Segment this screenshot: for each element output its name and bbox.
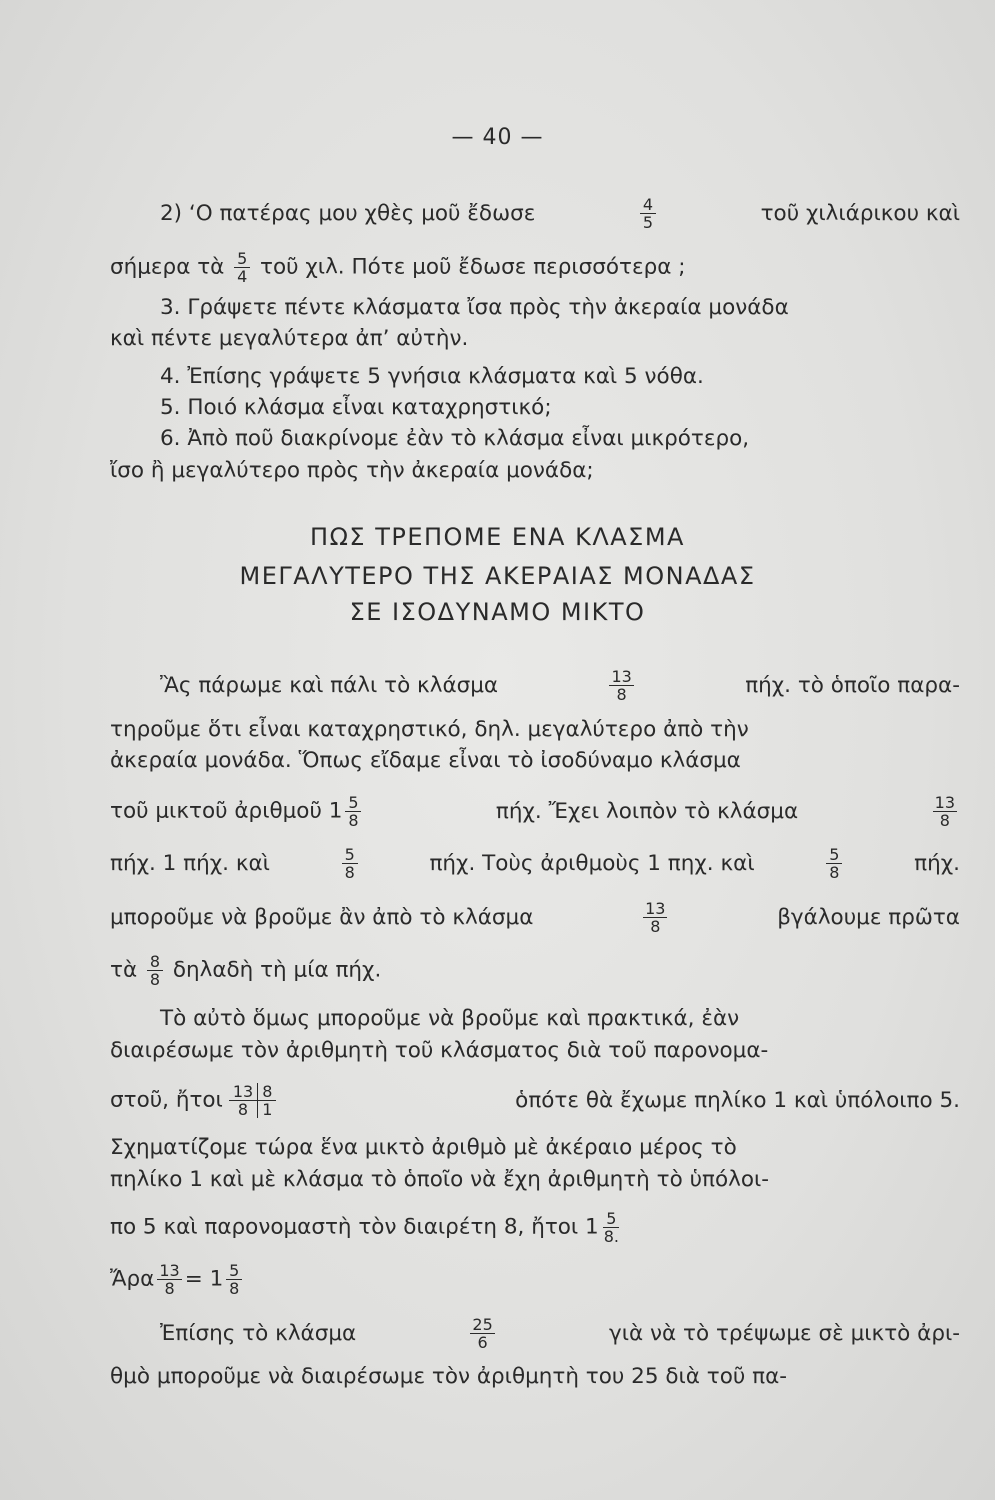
page-number: — 40 — <box>451 125 544 150</box>
text: 2) ‘Ο πατέρας μου χθὲς μοῦ ἔδωσε <box>160 200 536 226</box>
section-heading-line-2: ΜΕΓΑΛΥΤΕΡΟ ΤΗΣ ΑΚΕΡΑΙΑΣ ΜΟΝΑΔΑΣ <box>239 562 756 590</box>
paragraph-3-line-1 <box>160 1316 960 1351</box>
paragraph-2-line-2: διαιρέσωμε τὸν ἀριθμητὴ τοῦ κλάσματος διὰ τοῦ παρονομα- <box>110 1038 769 1063</box>
exercise-3-line-2: καὶ πέντε μεγαλύτερα ἀπ’ αὐτὴν. <box>110 326 469 351</box>
text: στοῦ, ἤτοι 13 8 8 1 <box>110 1083 282 1118</box>
exercise-4: 4. Ἐπίσης γράψετε 5 γνήσια κλάσματα καὶ 5 νόθα. <box>160 364 704 389</box>
paragraph-2-line-6 <box>110 1210 960 1245</box>
fraction-5-8: $\frac{5}{8}$ <box>342 846 358 881</box>
paragraph-2-line-1: Τὸ αὐτὸ ὅμως μποροῦμε νὰ βροῦμε καὶ πρακτικά, ἐὰν <box>160 1006 740 1031</box>
paragraph-2-line-4: Σχηματίζομε τώρα ἕνα μικτὸ ἀριθμὸ μὲ ἀκέραιο μέρος τὸ <box>110 1135 737 1160</box>
text: πήχ. 1 πήχ. καὶ <box>110 850 270 876</box>
text: τοῦ χιλ. Πότε μοῦ ἔδωσε περισσότερα ; <box>260 254 686 280</box>
text: Ἂς πάρωμε καὶ πάλι τὸ κλάσμα <box>160 672 499 698</box>
text: πήχ. Ἔχει λοιπὸν τὸ κλάσμα <box>495 798 799 824</box>
paragraph-1-line-1 <box>160 668 960 703</box>
text: γιὰ νὰ τὸ τρέψωμε σὲ μικτὸ ἀρι- <box>609 1320 960 1346</box>
text: σήμερα τὰ <box>110 254 225 280</box>
text: Ἄρα <box>110 1266 155 1292</box>
fraction-5-8: $\frac{5}{8}$ <box>345 794 361 829</box>
paragraph-1-line-7 <box>110 953 960 988</box>
text: πήχ. Τοὺς ἀριθμοὺς 1 πηχ. καὶ <box>429 850 755 876</box>
text: μποροῦμε νὰ βροῦμε ἂν ἀπὸ τὸ κλάσμα <box>110 904 534 930</box>
mixed-number-text: τοῦ μικτοῦ ἀριθμοῦ 1 $\frac{5}{8}$ <box>110 794 364 829</box>
text: βγάλουμε πρῶτα <box>777 904 960 930</box>
text: τὰ <box>110 957 138 983</box>
fraction-13-8: $\frac{13}{8}$ <box>611 667 632 704</box>
paragraph-2-line-5: πηλίκο 1 καὶ μὲ κλάσμα τὸ ὁποῖο νὰ ἔχη ἀριθμητὴ τὸ ὑπόλοι- <box>110 1167 770 1192</box>
exercise-5: 5. Ποιό κλάσμα εἶναι καταχρηστικό; <box>160 395 552 420</box>
paragraph-2-line-7 <box>110 1262 960 1297</box>
text: ὁπότε θὰ ἔχωμε πηλίκο 1 καὶ ὑπόλοιπο 5. <box>515 1087 960 1113</box>
text: πήχ. <box>914 850 960 876</box>
exercise-6-line-1: 6. Ἀπὸ ποῦ διακρίνομε ἐὰν τὸ κλάσμα εἶναι μικρότερο, <box>160 426 750 451</box>
exercise-6-line-2: ἴσο ἢ μεγαλύτερο πρὸς τὴν ἀκεραία μονάδα; <box>110 458 594 483</box>
fraction-5-8: $\frac{5}{8}$ <box>226 1262 242 1297</box>
paragraph-3-line-2: θμὸ μποροῦμε νὰ διαιρέσωμε τὸν ἀριθμητὴ του 25 διὰ τοῦ πα- <box>110 1364 788 1389</box>
fraction-25-6: $\frac{25}{6}$ <box>472 1315 493 1352</box>
section-heading-line-3: ΣΕ ΙΣΟΔΥΝΑΜΟ ΜΙΚΤΟ <box>349 598 646 626</box>
text: δηλαδὴ τὴ μία πήχ. <box>172 957 382 983</box>
text: πήχ. τὸ ὁποῖο παρα- <box>745 672 960 698</box>
fraction-4-5: $\frac{4}{5}$ <box>640 196 656 231</box>
exercise-2-line-2 <box>110 250 960 285</box>
section-heading-line-1: ΠΩΣ ΤΡΕΠΟΜΕ ΕΝΑ ΚΛΑΣΜΑ <box>310 523 685 551</box>
fraction-8-8: $\frac{8}{8}$ <box>147 953 163 988</box>
fraction-5-4: $\frac{5}{4}$ <box>234 250 250 285</box>
paragraph-1-line-6 <box>110 900 960 935</box>
text: πο 5 καὶ παρονομαστὴ τὸν διαιρέτη 8, ἤτοι 1 <box>110 1214 599 1240</box>
text: Ἐπίσης τὸ κλάσμα <box>160 1320 357 1346</box>
exercise-2-line-1 <box>160 196 960 231</box>
paragraph-1-line-4 <box>110 794 960 829</box>
fraction-13-8: $\frac{13}{8}$ <box>159 1261 180 1298</box>
text: = 1 <box>184 1266 224 1292</box>
paragraph-1-line-2: τηροῦμε ὅτι εἶναι καταχρηστικό, δηλ. μεγαλύτερο ἀπὸ τὴν <box>110 717 749 742</box>
fraction-5-8: $\frac{5}{8.}$ <box>603 1209 619 1246</box>
paragraph-1-line-5 <box>110 846 960 881</box>
exercise-3-line-1: 3. Γράψετε πέντε κλάσματα ἴσα πρὸς τὴν ἀκεραία μονάδα <box>160 295 789 320</box>
fraction-13-8: $\frac{13}{8}$ <box>934 793 955 830</box>
fraction-13-8: $\frac{13}{8}$ <box>645 899 666 936</box>
paragraph-2-line-3 <box>110 1083 960 1118</box>
fraction-5-8: $\frac{5}{8}$ <box>826 846 842 881</box>
text: τοῦ χιλιάρικου καὶ <box>760 200 960 226</box>
long-division-13-by-8: 13 8 8 1 <box>229 1083 277 1118</box>
paragraph-1-line-3: ἀκεραία μονάδα. Ὅπως εἴδαμε εἶναι τὸ ἰσοδύναμο κλάσμα <box>110 748 741 773</box>
